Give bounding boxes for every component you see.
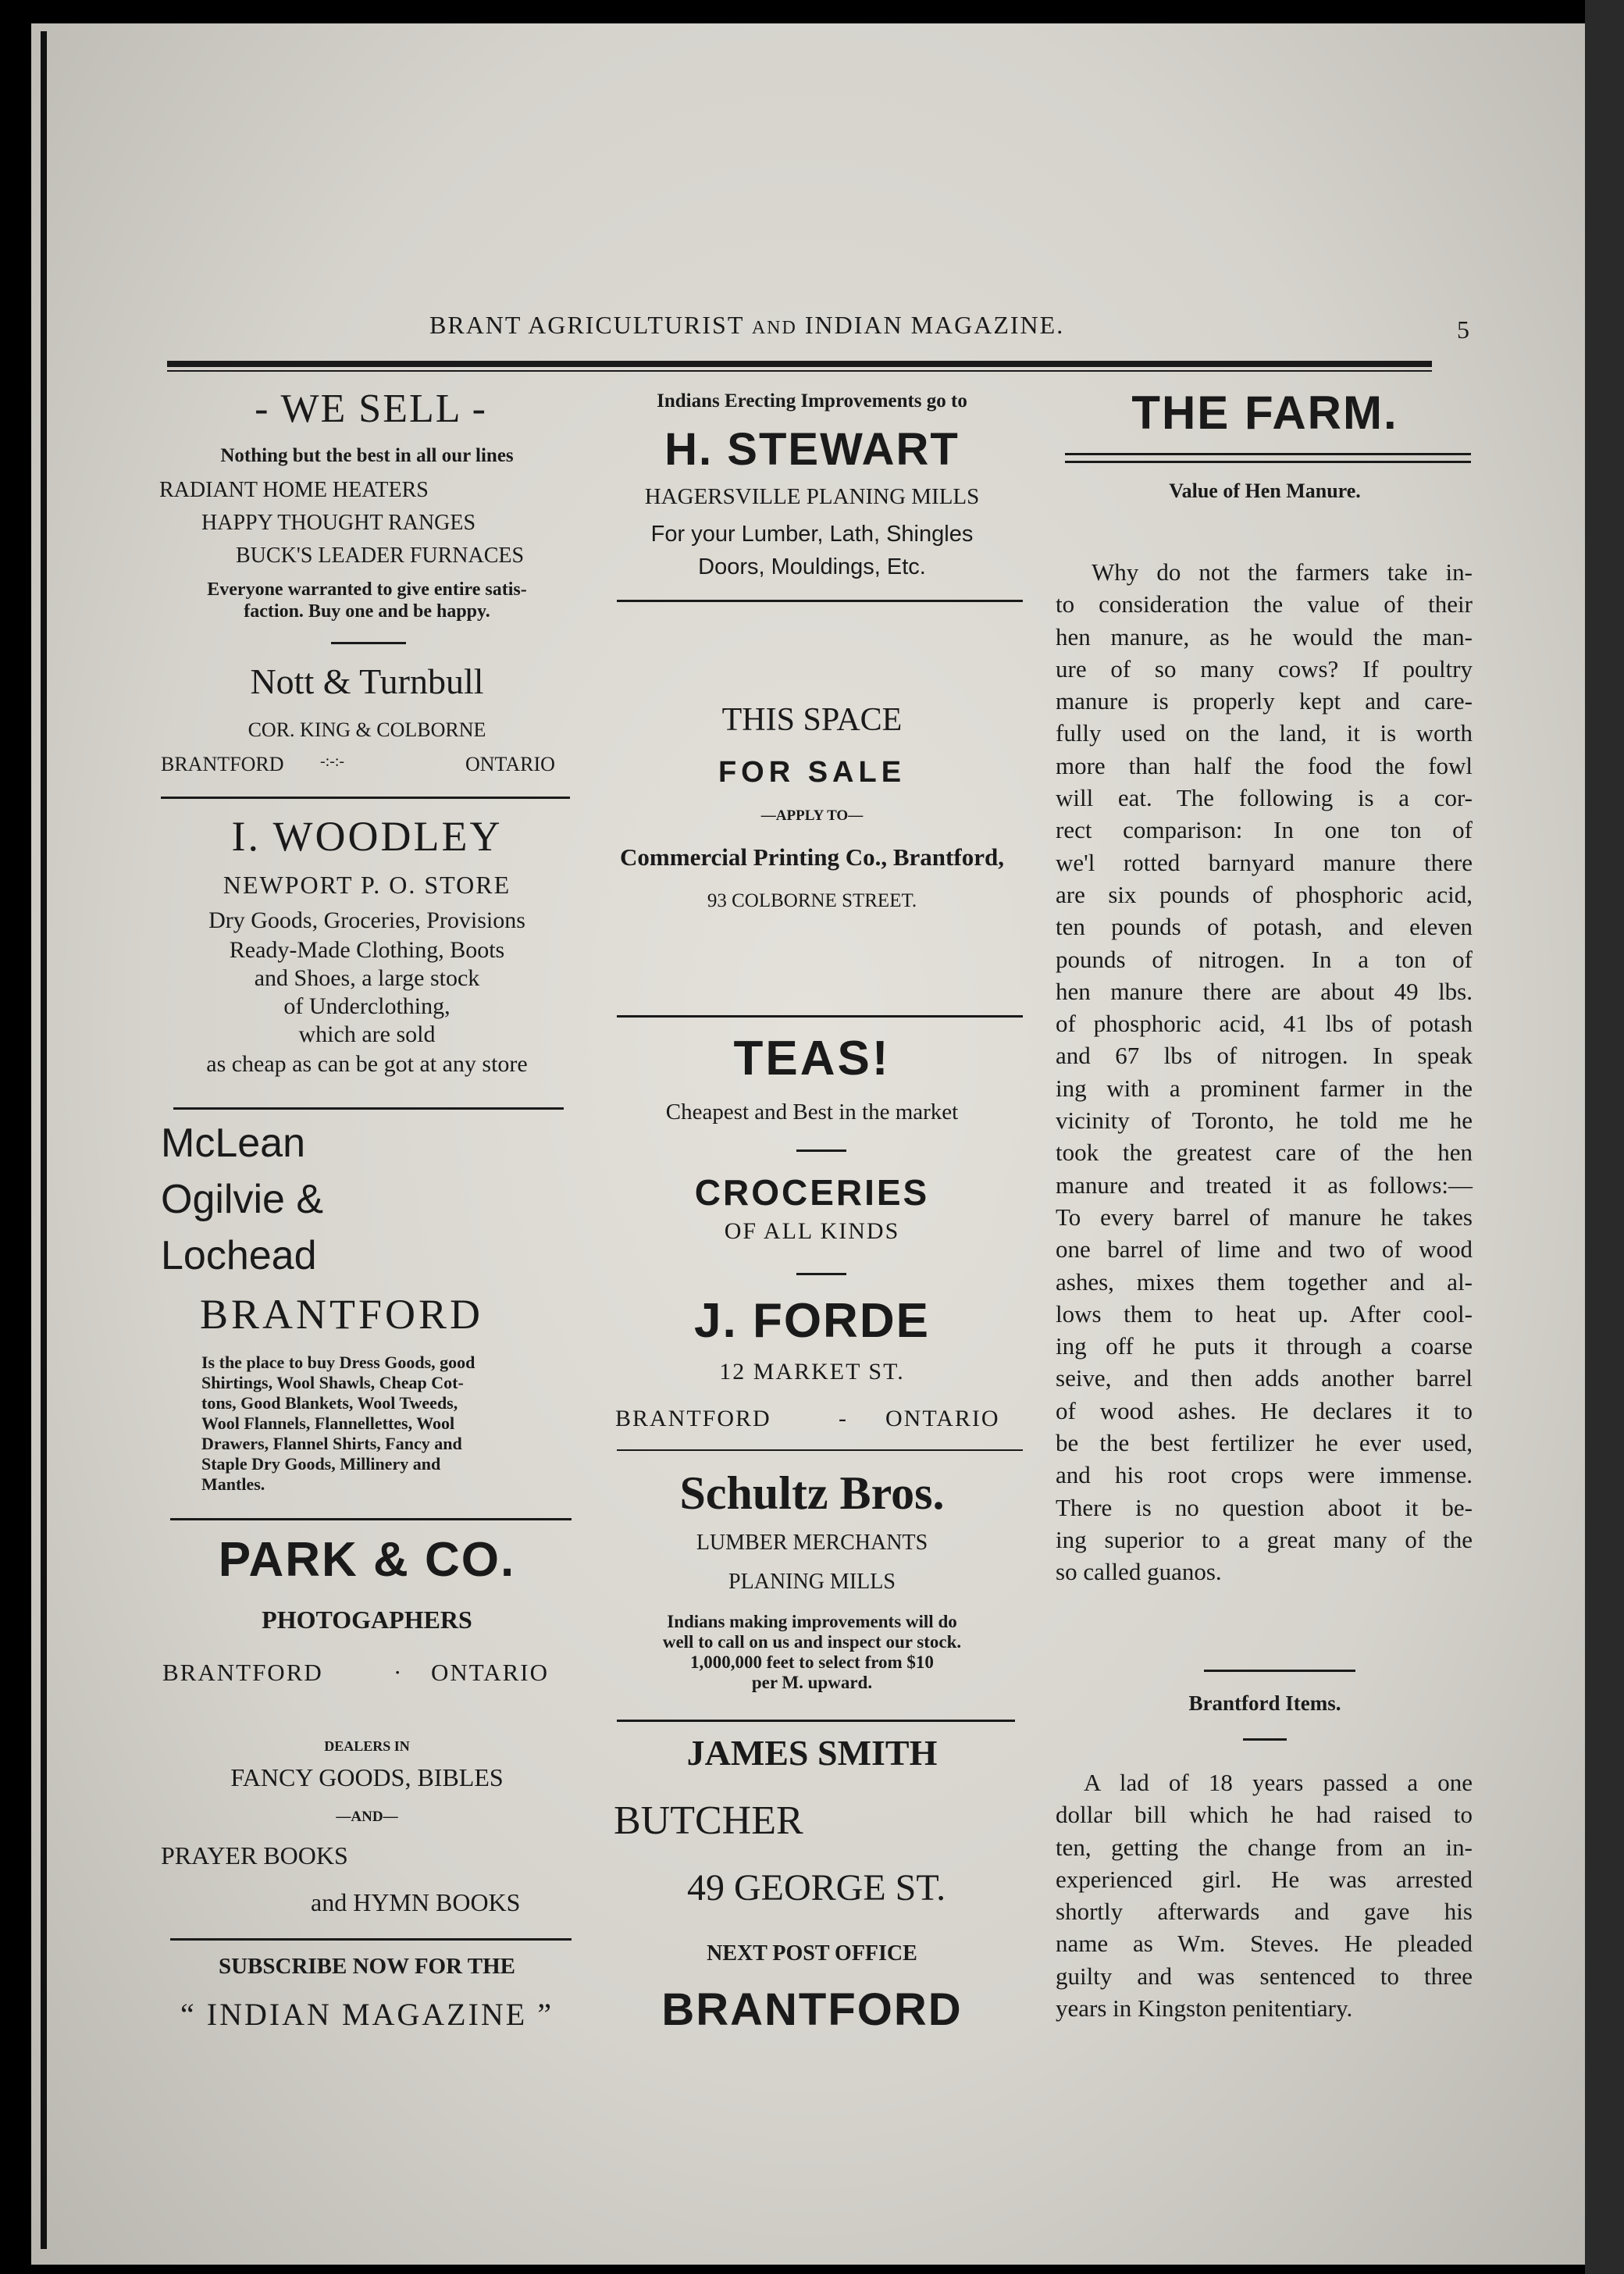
binding-rule [41,31,47,2249]
farm-heading: THE FARM. [1131,387,1398,439]
stewart-intro: Indians Erecting Improvements go to [657,390,967,412]
park-province: ONTARIO [431,1659,550,1686]
article-line: ing superior to a great many of the [1056,1525,1473,1553]
article-line: manure is properly kept and care- [1056,687,1473,715]
section-rule [617,600,1023,602]
article-line: ure of so many cows? If poultry [1056,654,1473,683]
article-line: more than half the food the fowl [1056,751,1473,779]
article-line: hen manure there are about 49 lbs. [1056,977,1473,1005]
teas-heading: TEAS! [733,1032,891,1085]
mclean-city: BRANTFORD [200,1291,484,1338]
masthead-right: INDIAN MAGAZINE. [804,311,1065,339]
woodley-line: as cheap as can be got at any store [206,1051,528,1077]
article-line: To every barrel of manure he takes [1056,1203,1473,1231]
mclean-line: Staple Dry Goods, Millinery and [201,1454,441,1474]
article-line: seive, and then adds another barrel [1056,1364,1473,1392]
section-rule [617,1720,1015,1722]
space-apply: —APPLY TO— [760,807,864,824]
nott-city: BRANTFORD [161,753,284,775]
schultz-name: Schultz Bros. [679,1467,945,1519]
woodley-line: and Shoes, a large stock [254,965,480,991]
nott-sep: -:-:- [320,753,345,770]
subscribe-line: SUBSCRIBE NOW FOR THE [218,1954,516,1979]
article-line: so called guanos. [1056,1558,1222,1586]
schultz-text: per M. upward. [751,1673,873,1692]
space-heading: THIS SPACE [721,702,903,738]
schultz-text: 1,000,000 feet to select from $10 [690,1652,934,1672]
park-goods: PRAYER BOOKS [161,1841,348,1869]
article-line: Why do not the farmers take in- [1092,558,1473,586]
stewart-line: For your Lumber, Lath, Shingles [650,522,974,547]
groceries-heading: CROCERIES [694,1172,930,1213]
we-sell-item: RADIANT HOME HEATERS [159,478,429,502]
mclean-line: tons, Good Blankets, Wool Tweeds, [201,1393,458,1413]
page-edge [1585,0,1624,2274]
article-line: hen manure, as he would the man- [1056,622,1473,650]
short-rule [796,1273,846,1275]
mclean-name: McLean [161,1121,305,1166]
nott-address: COR. KING & COLBORNE [248,718,486,741]
article-line: fully used on the land, it is worth [1056,719,1473,747]
article-line: lows them to heat up. After cool- [1056,1299,1473,1328]
space-company: Commercial Printing Co., Brantford, [620,843,1004,871]
article-line: one barrel of lime and two of wood [1056,1235,1473,1264]
article-line: experienced girl. He was arrested [1056,1865,1473,1893]
article-line: to consideration the value of their [1056,590,1473,618]
smith-trade: BUTCHER [614,1798,803,1843]
woodley-store: NEWPORT P. O. STORE [223,871,511,899]
we-sell-item: HAPPY THOUGHT RANGES [201,511,476,535]
we-sell-heading: - WE SELL - [255,387,487,431]
section-rule [173,1107,564,1110]
park-trade: PHOTOGAPHERS [262,1606,472,1634]
article-line: dollar bill which he had raised to [1056,1801,1473,1829]
section-rule [617,1015,1023,1018]
masthead [429,311,1064,340]
nott-province: ONTARIO [465,753,555,775]
smith-city: BRANTFORD [661,1984,963,2035]
teas-tagline: Cheapest and Best in the market [665,1100,959,1125]
section-rule [161,797,570,799]
schultz-text: well to call on us and inspect our stock. [662,1632,962,1652]
we-sell-warranty: Everyone warranted to give entire satis- [207,579,527,600]
mclean-line: Is the place to buy Dress Goods, good [201,1353,475,1372]
article-line: ten pounds of potash, and eleven [1056,913,1473,941]
smith-name: JAMES SMITH [686,1733,938,1773]
masthead-and: AND [751,318,797,338]
article-line: ten, getting the change from an in- [1056,1833,1473,1861]
article-line: ing with a prominent farmer in the [1056,1074,1473,1102]
header-rule-thin [167,370,1432,372]
article-line: and 67 lbs of nitrogen. In speak [1056,1042,1473,1070]
article-line: years in Kingston penitentiary. [1056,1994,1353,2023]
short-rule [796,1149,846,1152]
mclean-line: Drawers, Flannel Shirts, Fancy and [201,1434,462,1453]
header-rule [167,361,1432,367]
article-line: name as Wm. Steves. He pleaded [1056,1930,1473,1958]
park-goods: FANCY GOODS, BIBLES [230,1763,504,1791]
stewart-line: Doors, Mouldings, Etc. [698,554,926,579]
section-rule [170,1938,572,1941]
woodley-line: which are sold [298,1021,436,1047]
subscribe-magazine: “ INDIAN MAGAZINE ” [180,1997,554,2032]
woodley-name: I. WOODLEY [231,813,503,860]
woodley-line: of Underclothing, [283,993,451,1019]
schultz-text: Indians making improvements will do [667,1612,957,1631]
forde-sep: - [839,1406,846,1431]
we-sell-intro: Nothing but the best in all our lines [220,445,514,466]
forde-city: BRANTFORD [615,1406,771,1431]
article-line: vicinity of Toronto, he told me he [1056,1107,1473,1135]
section-rule [170,1518,572,1520]
article-line: A lad of 18 years passed a one [1084,1769,1473,1796]
short-rule [331,642,406,644]
park-name: PARK & CO. [218,1533,516,1587]
schultz-line: LUMBER MERCHANTS [696,1531,928,1555]
article-line: pounds of nitrogen. In a ton of [1056,945,1473,973]
article-line: of wood ashes. He declares it to [1056,1396,1473,1424]
mclean-name: Ogilvie & [161,1177,324,1222]
ornament-rule [1204,1670,1355,1672]
smith-next: NEXT POST OFFICE [707,1941,917,1966]
stewart-name: H. STEWART [664,424,960,475]
article-line: manure and treated it as follows:— [1056,1171,1473,1199]
forde-name: J. FORDE [694,1294,930,1348]
masthead-left: BRANT AGRICULTURIST [429,311,744,339]
woodley-line: Dry Goods, Groceries, Provisions [208,907,525,933]
mclean-line: Mantles. [201,1474,265,1494]
article-line: guilty and was sentenced to three [1056,1962,1473,1990]
article-line: ing off he puts it through a coarse [1056,1332,1473,1360]
park-sep: · [394,1659,402,1686]
space-street: 93 COLBORNE STREET. [707,890,917,911]
stewart-mills: HAGERSVILLE PLANING MILLS [644,484,980,509]
park-dealers: DEALERS IN [324,1738,410,1754]
park-goods: and HYMN BOOKS [311,1888,521,1916]
woodley-line: Ready-Made Clothing, Boots [229,937,505,963]
park-and: —AND— [336,1809,398,1825]
page-number: 5 [1457,315,1469,344]
short-rule [1243,1738,1287,1741]
article-line: ashes, mixes them together and al- [1056,1267,1473,1296]
we-sell-warranty: faction. Buy one and be happy. [244,601,490,622]
article-line: and his root crops were immense. [1056,1461,1473,1489]
we-sell-item: BUCK'S LEADER FURNACES [236,544,525,568]
space-for-sale: FOR SALE [718,756,906,789]
article-body [1056,1766,1473,2024]
article-line: of phosphoric acid, 41 lbs of potash [1056,1010,1473,1038]
mclean-line: Wool Flannels, Flannellettes, Wool [201,1413,455,1433]
schultz-line: PLANING MILLS [728,1570,896,1594]
article-subheading: Brantford Items. [1188,1691,1341,1715]
article-line: shortly afterwards and gave his [1056,1898,1473,1926]
forde-province: ONTARIO [885,1406,1000,1431]
article-line: There is no question aboot it be- [1056,1493,1473,1521]
heading-rule [1065,453,1471,455]
article-line: be the best fertilizer he ever used, [1056,1429,1473,1457]
groceries-kinds: OF ALL KINDS [724,1218,900,1244]
article-line: we'l rotted barnyard manure there [1056,848,1473,876]
smith-street: 49 GEORGE ST. [687,1867,946,1909]
mclean-name: Lochead [161,1233,317,1278]
park-city: BRANTFORD [162,1659,323,1686]
forde-street: 12 MARKET ST. [719,1359,905,1385]
section-rule [617,1449,1023,1451]
heading-rule [1065,461,1471,463]
article-body [1056,556,1473,1588]
mclean-line: Shirtings, Wool Shawls, Cheap Cot- [201,1373,464,1392]
article-line: will eat. The following is a cor- [1056,784,1473,812]
nott-turnbull-name: Nott & Turnbull [250,661,484,701]
article-line: are six pounds of phosphoric acid, [1056,880,1473,908]
article-line: took the greatest care of the hen [1056,1139,1473,1167]
article-subheading: Value of Hen Manure. [1169,479,1361,502]
article-line: rect comparison: In one ton of [1056,816,1473,844]
